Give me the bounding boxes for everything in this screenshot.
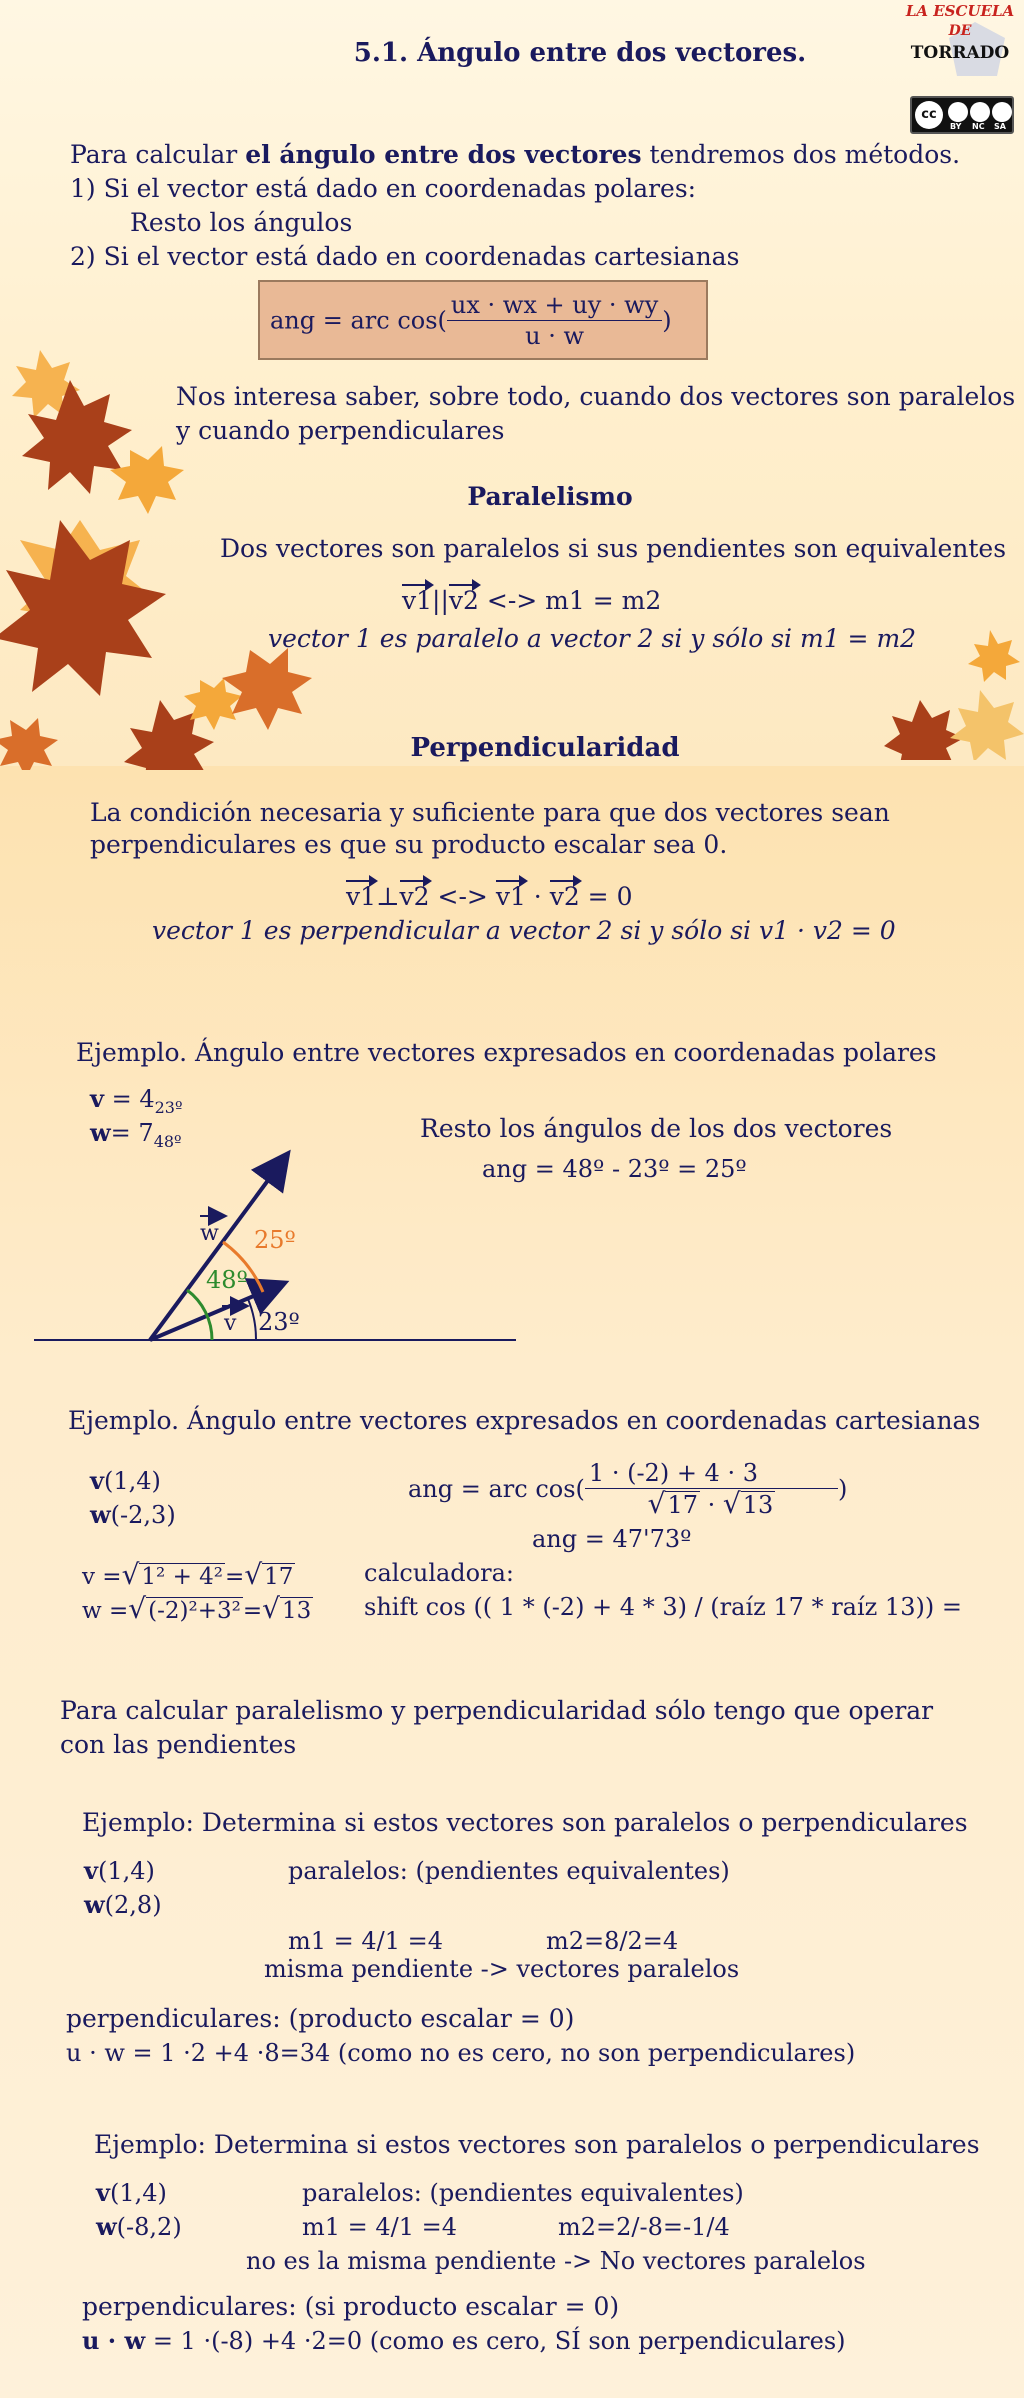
ex-polar-v bbox=[90, 1084, 182, 1123]
method1: 1) Si el vector está dado en coordenadas polares: bbox=[70, 174, 697, 203]
calc-expr: shift cos (( 1 * (-2) + 4 * 3) / (raíz 17 * raíz 13)) = bbox=[364, 1593, 962, 1621]
ex3-v-val: (1,4) bbox=[97, 1857, 155, 1885]
parallel-v2: v2 bbox=[449, 580, 479, 616]
polar-angle-diagram bbox=[0, 1140, 540, 1360]
ex3-w bbox=[84, 1890, 162, 1920]
ex3-w-name: w bbox=[84, 1890, 105, 1919]
ex-polar-v-sub: 23º bbox=[154, 1097, 183, 1117]
fig-23: 23º bbox=[258, 1308, 300, 1336]
sa-icon bbox=[992, 102, 1012, 122]
ex-polar-w-sub: 48º bbox=[153, 1131, 182, 1151]
school-logo bbox=[905, 2, 1015, 86]
ex-polar-resto: Resto los ángulos de los dos vectores bbox=[420, 1114, 893, 1143]
perp-heading: Perpendicularidad bbox=[410, 733, 680, 763]
perp-relation bbox=[346, 876, 632, 912]
intro-bold: el ángulo entre dos vectores bbox=[245, 140, 642, 169]
ex3-conclusion: misma pendiente -> vectores paralelos bbox=[264, 1955, 740, 1983]
nc-icon bbox=[970, 102, 990, 122]
ex4-conclusion: no es la misma pendiente -> No vectores paralelos bbox=[246, 2247, 866, 2275]
ex-cart-fraction bbox=[585, 1458, 838, 1520]
mod-w bbox=[82, 1594, 313, 1626]
ex3-w-val: (2,8) bbox=[104, 1891, 162, 1919]
ex-cart-w-val: (-2,3) bbox=[110, 1501, 176, 1529]
ex-polar-w-val: = 7 bbox=[110, 1119, 154, 1147]
by-label: BY bbox=[950, 122, 962, 131]
ex4-perp-calc: = 1 ·(-8) +4 ·2=0 (como es cero, SÍ son perpendiculares) bbox=[145, 2327, 846, 2355]
intro-pre: Para calcular bbox=[70, 140, 246, 169]
ex-cart-v-val: (1,4) bbox=[103, 1467, 161, 1495]
arc-48 bbox=[187, 1290, 212, 1340]
interest-line2: y cuando perpendiculares bbox=[176, 416, 505, 445]
perp-v1b: v1 bbox=[496, 876, 526, 912]
perp-dot: · bbox=[525, 882, 550, 911]
by-icon bbox=[948, 102, 968, 122]
formula-close: ) bbox=[662, 306, 672, 335]
ex3-m2: m2=8/2=4 bbox=[546, 1927, 679, 1955]
sqrt-icon: √ bbox=[647, 1487, 666, 1520]
formula-num: ux · wx + uy · wy bbox=[447, 290, 662, 321]
ex-cart-v-name: v bbox=[90, 1466, 104, 1495]
ex-cart-den-dot: · bbox=[700, 1491, 723, 1519]
ex4-v bbox=[96, 2178, 167, 2208]
ex3-title: Ejemplo: Determina si estos vectores son paralelos o perpendiculares bbox=[82, 1808, 968, 1837]
ex3-m1: m1 = 4/1 =4 bbox=[288, 1927, 444, 1955]
ex4-m2: m2=2/-8=-1/4 bbox=[558, 2213, 730, 2241]
mod-v bbox=[82, 1560, 295, 1592]
ex4-perp-label: perpendiculares: (si producto escalar = 0) bbox=[82, 2292, 620, 2321]
sqrt-icon: √ bbox=[244, 1558, 263, 1591]
mod-w-in: (-2)²+3² bbox=[148, 1598, 241, 1624]
cc-license-badge bbox=[910, 96, 1014, 134]
parallel-text: Dos vectores son paralelos si sus pendientes son equivalentes bbox=[220, 534, 1007, 563]
formula-fraction bbox=[447, 290, 662, 351]
ex-cart-w-name: w bbox=[90, 1500, 111, 1529]
perp-eq: = 0 bbox=[579, 882, 633, 911]
sqrt-icon: √ bbox=[121, 1558, 140, 1591]
angle-formula-box bbox=[258, 280, 708, 360]
perp-italic: vector 1 es perpendicular a vector 2 si y sólo si v1 · v2 = 0 bbox=[152, 916, 896, 945]
ex-polar-w-name: w bbox=[90, 1118, 111, 1147]
sqrt-icon: √ bbox=[262, 1592, 280, 1625]
cc-icon: cc bbox=[915, 101, 943, 129]
ex4-perp-uw: u · w bbox=[82, 2326, 146, 2355]
mod-v-eq: = bbox=[225, 1564, 245, 1590]
ex3-perp-label: perpendiculares: (producto escalar = 0) bbox=[66, 2004, 575, 2033]
mod-w-lhs: w = bbox=[82, 1598, 129, 1624]
parallel-rel: <-> m1 = m2 bbox=[478, 586, 662, 615]
ex-cart-formula bbox=[408, 1458, 847, 1520]
parallel-v1: v1 bbox=[402, 580, 432, 616]
page-title: 5.1. Ángulo entre dos vectores. bbox=[353, 38, 807, 68]
ex-cart-title: Ejemplo. Ángulo entre vectores expresados en coordenadas cartesianas bbox=[68, 1406, 981, 1435]
fig-25: 25º bbox=[254, 1226, 296, 1254]
ex4-perp-line bbox=[82, 2326, 846, 2356]
slopes-line2: con las pendientes bbox=[60, 1730, 297, 1759]
fig-v: v bbox=[224, 1311, 237, 1336]
interest-line1: Nos interesa saber, sobre todo, cuando dos vectores son paralelos bbox=[176, 382, 1016, 411]
ex-cart-w bbox=[90, 1500, 176, 1530]
ex4-v-val: (1,4) bbox=[109, 2179, 167, 2207]
perp-rel: <-> bbox=[429, 882, 496, 911]
perp-text2: perpendiculares es que su producto escalar sea 0. bbox=[90, 830, 728, 859]
ex4-m1: m1 = 4/1 =4 bbox=[302, 2213, 458, 2241]
perp-v2b: v2 bbox=[550, 876, 580, 912]
perp-text1: La condición necesaria y suficiente para que dos vectores sean bbox=[90, 798, 890, 827]
calc-label: calculadora: bbox=[364, 1559, 514, 1587]
mod-v-r: 17 bbox=[264, 1564, 294, 1590]
logo-line1: LA ESCUELA bbox=[905, 2, 1015, 20]
ex-cart-den bbox=[585, 1489, 838, 1520]
formula-lhs: ang = arc cos( bbox=[270, 306, 447, 335]
fig-w: w bbox=[200, 1221, 219, 1246]
logo-line2: DE bbox=[948, 23, 972, 39]
ex3-perp-calc: u · w = 1 ·2 +4 ·8=34 (como no es cero, no son perpendiculares) bbox=[66, 2039, 856, 2067]
formula-den: u · w bbox=[525, 322, 585, 350]
ex-cart-result: ang = 47'73º bbox=[532, 1525, 692, 1553]
ex-cart-v bbox=[90, 1466, 161, 1496]
ex-polar-v-name: v bbox=[90, 1084, 104, 1113]
sa-label: SA bbox=[994, 122, 1006, 131]
ex-polar-ang: ang = 48º - 23º = 25º bbox=[482, 1155, 747, 1183]
mod-v-in: 1² + 4² bbox=[141, 1564, 224, 1590]
ex-cart-num: 1 · (-2) + 4 · 3 bbox=[585, 1458, 838, 1489]
ex-polar-v-val: = 4 bbox=[103, 1085, 155, 1113]
perp-v1: v1 bbox=[346, 876, 376, 912]
mod-w-eq: = bbox=[242, 1598, 263, 1624]
ex4-w-name: w bbox=[96, 2212, 117, 2241]
parallel-relation bbox=[402, 580, 661, 616]
ex4-w bbox=[96, 2212, 182, 2242]
parallel-italic: vector 1 es paralelo a vector 2 si y sólo si m1 = m2 bbox=[268, 624, 917, 653]
parallel-sym: || bbox=[432, 586, 449, 615]
arc-23 bbox=[248, 1299, 256, 1340]
nc-label: NC bbox=[972, 122, 985, 131]
ex3-par-label: paralelos: (pendientes equivalentes) bbox=[288, 1857, 730, 1885]
perp-sym: ⊥ bbox=[376, 882, 400, 911]
intro-post: tendremos dos métodos. bbox=[641, 140, 961, 169]
formula bbox=[270, 290, 672, 351]
sqrt-icon: √ bbox=[722, 1487, 741, 1520]
fig-48: 48º bbox=[206, 1266, 248, 1294]
ex3-v bbox=[84, 1856, 155, 1886]
sqrt-icon: √ bbox=[128, 1592, 147, 1625]
ex-cart-lhs: ang = arc cos( bbox=[408, 1475, 585, 1503]
ex4-v-name: v bbox=[96, 2178, 110, 2207]
method2: 2) Si el vector está dado en coordenadas cartesianas bbox=[70, 242, 740, 271]
mod-v-lhs: v = bbox=[82, 1564, 122, 1590]
ex3-v-name: v bbox=[84, 1856, 98, 1885]
logo-line3: TORRADO bbox=[910, 43, 1010, 63]
method1-sub: Resto los ángulos bbox=[130, 208, 353, 237]
ex4-par-label: paralelos: (pendientes equivalentes) bbox=[302, 2179, 744, 2207]
intro-line bbox=[70, 140, 960, 170]
ex-cart-close: ) bbox=[837, 1475, 848, 1503]
ex-cart-den-b: 13 bbox=[742, 1491, 774, 1519]
ex-cart-den-a: 17 bbox=[667, 1491, 698, 1519]
parallel-heading: Paralelismo bbox=[467, 482, 633, 511]
mod-w-r: 13 bbox=[281, 1598, 312, 1624]
perp-v2: v2 bbox=[400, 876, 430, 912]
ex4-title: Ejemplo: Determina si estos vectores son paralelos o perpendiculares bbox=[94, 2130, 980, 2159]
slopes-line1: Para calcular paralelismo y perpendicularidad sólo tengo que operar bbox=[60, 1696, 934, 1725]
ex-polar-title: Ejemplo. Ángulo entre vectores expresados en coordenadas polares bbox=[76, 1038, 937, 1067]
ex4-w-val: (-8,2) bbox=[116, 2213, 182, 2241]
